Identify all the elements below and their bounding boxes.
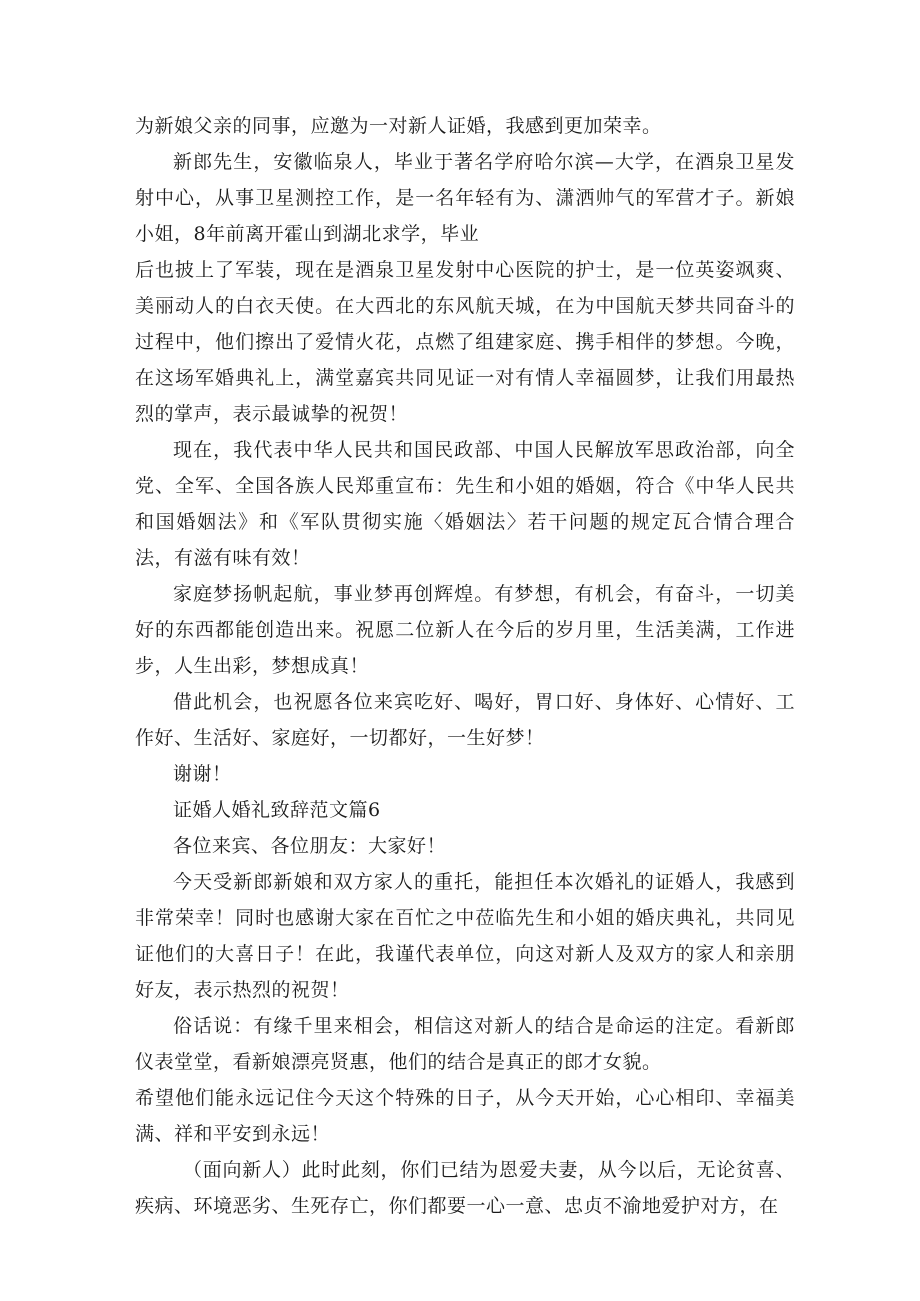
paragraph: 谢谢！ [173,763,232,785]
paragraph: 俗话说：有缘千里来相会，相信这对新人的结合是命运的注定。看新郎仪表堂堂，看新娘漂亮贤惠，他们的结合是真正的郎才女貌。 [135,1015,795,1073]
document-body [135,108,795,1224]
paragraph: 今天受新郎新娘和双方家人的重托，能担任本次婚礼的证婚人，我感到非常荣幸！同时也感谢大家在百忙之中莅临先生和小姐的婚庆典礼，共同见证他们的大喜日子！在此，我谨代表单位，向这对新人及双方的家人和亲朋好友，表示热烈的祝贺！ [135,871,795,1001]
paragraph: 新郎先生，安徽临泉人，毕业于著名学府哈尔滨—大学，在酒泉卫星发射中心，从事卫星测控工作，是一名年轻有为、潇洒帅气的军营才子。新娘小姐，8年前离开霍山到湖北求学，毕业 [135,151,795,245]
paragraph: 希望他们能永远记住今天这个特殊的日子，从今天开始，心心相印、幸福美满、祥和平安到永远！ [135,1087,795,1145]
paragraph: 现在，我代表中华人民共和国民政部、中国人民解放军思政治部，向全党、全军、全国各族人民郑重宣布：先生和小姐的婚姻，符合《中华人民共和国婚姻法》和《军队贯彻实施〈婚姻法〉若干问题的规定瓦合情合理合法，有滋有味有效！ [135,439,795,569]
paragraph: 家庭梦扬帆起航，事业梦再创辉煌。有梦想，有机会，有奋斗，一切美好的东西都能创造出来。祝愿二位新人在今后的岁月里，生活美满，工作进步，人生出彩，梦想成真！ [135,583,795,677]
salutation: 各位来宾、各位朋友：大家好！ [173,835,447,857]
paragraph: （面向新人）此时此刻，你们已结为恩爱夫妻，从今以后，无论贫喜、疾病、环境恶劣、生死存亡，你们都要一心一意、忠贞不渝地爱护对方，在 [135,1159,795,1217]
paragraph: 为新娘父亲的同事，应邀为一对新人证婚，我感到更加荣幸。 [135,115,662,137]
paragraph: 借此机会，也祝愿各位来宾吃好、喝好，胃口好、身体好、心情好、工作好、生活好、家庭好，一切都好，一生好梦！ [135,691,795,749]
paragraph: 后也披上了军装，现在是酒泉卫星发射中心医院的护士，是一位英姿飒爽、美丽动人的白衣天使。在大西北的东风航天城，在为中国航天梦共同奋斗的过程中，他们擦出了爱情火花，点燃了组建家庭、携手相伴的梦想。今晚，在这场军婚典礼上，满堂嘉宾共同见证一对有情人幸福圆梦，让我们用最热烈的掌声，表示最诚挚的祝贺！ [135,259,795,425]
section-heading: 证婚人婚礼致辞范文篇6 [173,799,381,821]
